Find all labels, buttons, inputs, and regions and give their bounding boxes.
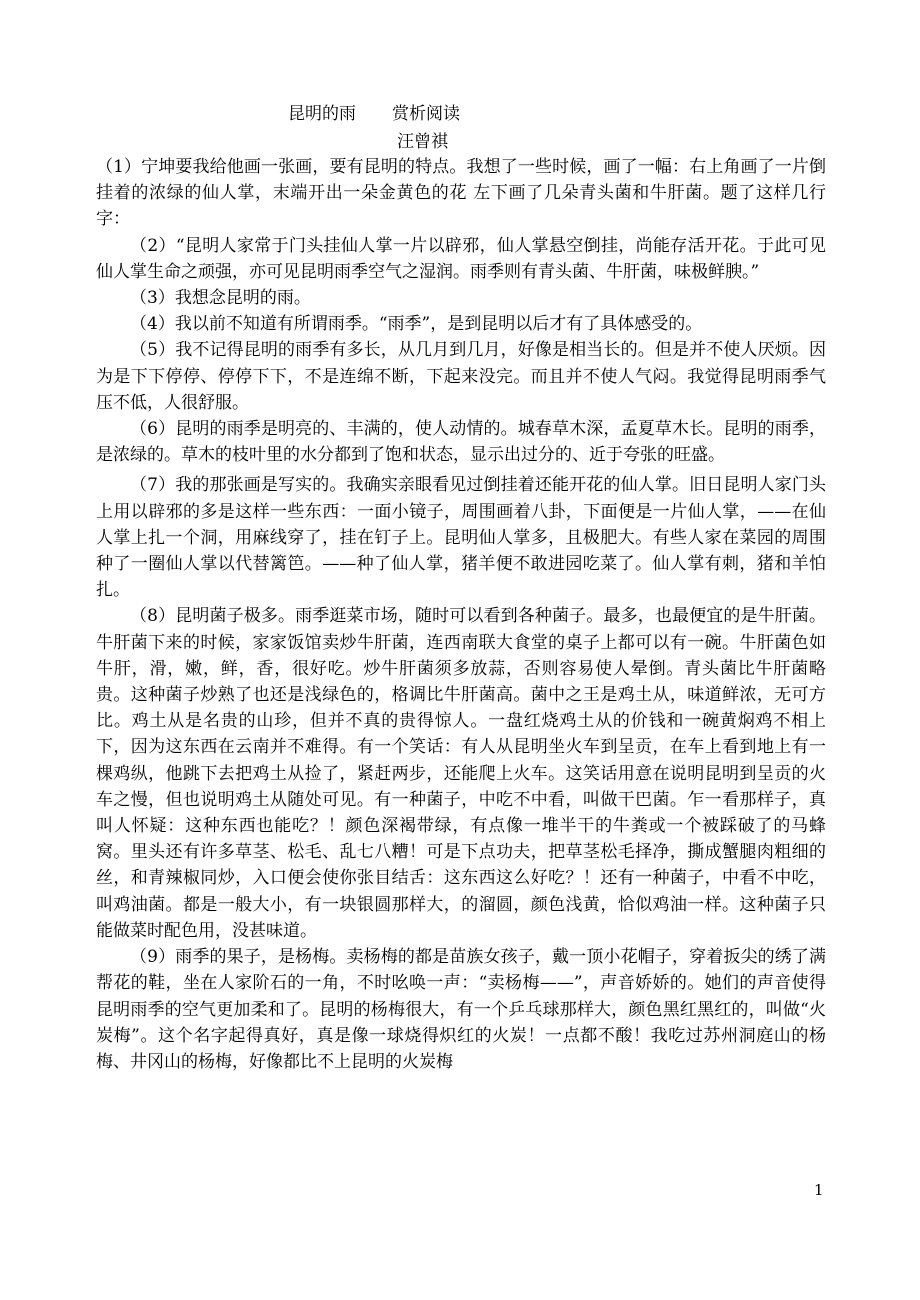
paragraph-3: （3）我想念昆明的雨。 bbox=[130, 288, 311, 309]
paragraph-2: （2）“昆明人家常于门头挂仙人掌一片以辟邪，仙人掌悬空倒挂，尚能存活开花。于此可见仙人掌生命之顽强，亦可见昆明雨季空气之湿润。雨季则有青头菌、牛肝菌，味极鲜腴。” bbox=[96, 235, 826, 282]
paragraph-5: （5）我不记得昆明的雨季有多长，从几月到几月，好像是相当长的。但是并不使人厌烦。因为是下下停停、停停下下，不是连绵不断，下起来没完。而且并不使人气闷。我觉得昆明雨季气压不低，人很舒服。 bbox=[96, 340, 826, 413]
paragraph-8: （8）昆明菌子极多。雨季逛菜市场，随时可以看到各种菌子。最多，也最便宜的是牛肝菌。牛肝菌下来的时候，家家饭馆卖炒牛肝菌，连西南联大食堂的桌子上都可以有一碗。牛肝菌色如牛肝，滑，嫩，鲜，香，很好吃。炒牛肝菌须多放蒜，否则容易使人晕倒。青头菌比牛肝菌略贵。这种菌子炒熟了也还是浅绿色的，格调比牛肝菌高。菌中之王是鸡土从，味道鲜浓，无可方比。鸡土从是名贵的山珍，但并不真的贵得惊人。一盘红烧鸡土从的价钱和一碗黄焖鸡不相上下，因为这东西在云南并不难得。有一个笑话：有人从昆明坐火车到呈贡，在车上看到地上有一棵鸡纵，他跳下去把鸡土从捡了，紧赶两步，还能爬上火车。这笑话用意在说明昆明到呈贡的火车之慢，但也说明鸡土从随处可见。有一种菌子，中吃不中看，叫做干巴菌。乍一看那样子，真叫人怀疑：这种东西也能吃？！颜色深褐带绿，有点像一堆半干的牛粪或一个被踩破了的马蜂窝。里头还有许多草茎、松毛、乱七八糟！可是下点功夫，把草茎松毛择净，撕成蟹腿肉粗细的丝，和青辣椒同炒，入口便会使你张目结舌：这东西这么好吃？！还有一种菌子，中看不中吃，叫鸡油菌。都是一般大小，有一块银圆那样大，的溜圆，颜色浅黄，恰似鸡油一样。这种菌子只能做菜时配色用，没甚味道。 bbox=[96, 606, 826, 941]
document-author: 汪曾祺 bbox=[397, 132, 448, 152]
paragraph-1: （1）宁坤要我给他画一张画，要有昆明的特点。我想了一些时候，画了一幅：右上角画了一片倒挂着的浓绿的仙人掌，末端开出一朵金黄色的花 左下画了几朵青头菌和牛肝菌。题了这样几行字： bbox=[96, 157, 826, 230]
document-title: 昆明的雨 bbox=[288, 104, 356, 124]
document-body bbox=[96, 154, 826, 1075]
document-title-line bbox=[288, 102, 460, 126]
paragraph-6: （6）昆明的雨季是明亮的、丰满的，使人动情的。城春草木深，孟夏草木长。昆明的雨季，是浓绿的。草木的枝叶里的水分都到了饱和状态，显示出过分的、近于夸张的旺盛。 bbox=[96, 419, 826, 466]
paragraph-4: （4）我以前不知道有所谓雨季。“雨季”，是到昆明以后才有了具体感受的。 bbox=[130, 314, 703, 335]
paragraph-7: （7）我的那张画是写实的。我确实亲眼看见过倒挂着还能开花的仙人掌。旧日昆明人家门头上用以辟邪的多是这样一些东西：一面小镜子，周围画着八卦，下面便是一片仙人掌，——在仙人掌上扎一个洞，用麻线穿了，挂在钉子上。昆明仙人掌多，且极肥大。有些人家在菜园的周围种了一圈仙人掌以代替篱笆。——种了仙人掌，猪羊便不敢进园吃菜了。仙人掌有刺，猪和羊怕扎。 bbox=[96, 475, 826, 601]
page-number: 1 bbox=[814, 1181, 824, 1199]
paragraph-9: （9）雨季的果子，是杨梅。卖杨梅的都是苗族女孩子，戴一顶小花帽子，穿着扳尖的绣了满帮花的鞋，坐在人家阶石的一角，不时吆唤一声：“卖杨梅——”，声音娇娇的。她们的声音使得昆明雨季的空气更加柔和了。昆明的杨梅很大，有一个乒乓球那样大，颜色黑红黑红的，叫做“火炭梅”。这个名字起得真好，真是像一球烧得炽红的火炭！一点都不酸！我吃过苏州洞庭山的杨梅、井冈山的杨梅，好像都比不上昆明的火炭梅 bbox=[96, 947, 826, 1072]
document-subtitle: 赏析阅读 bbox=[392, 104, 460, 124]
